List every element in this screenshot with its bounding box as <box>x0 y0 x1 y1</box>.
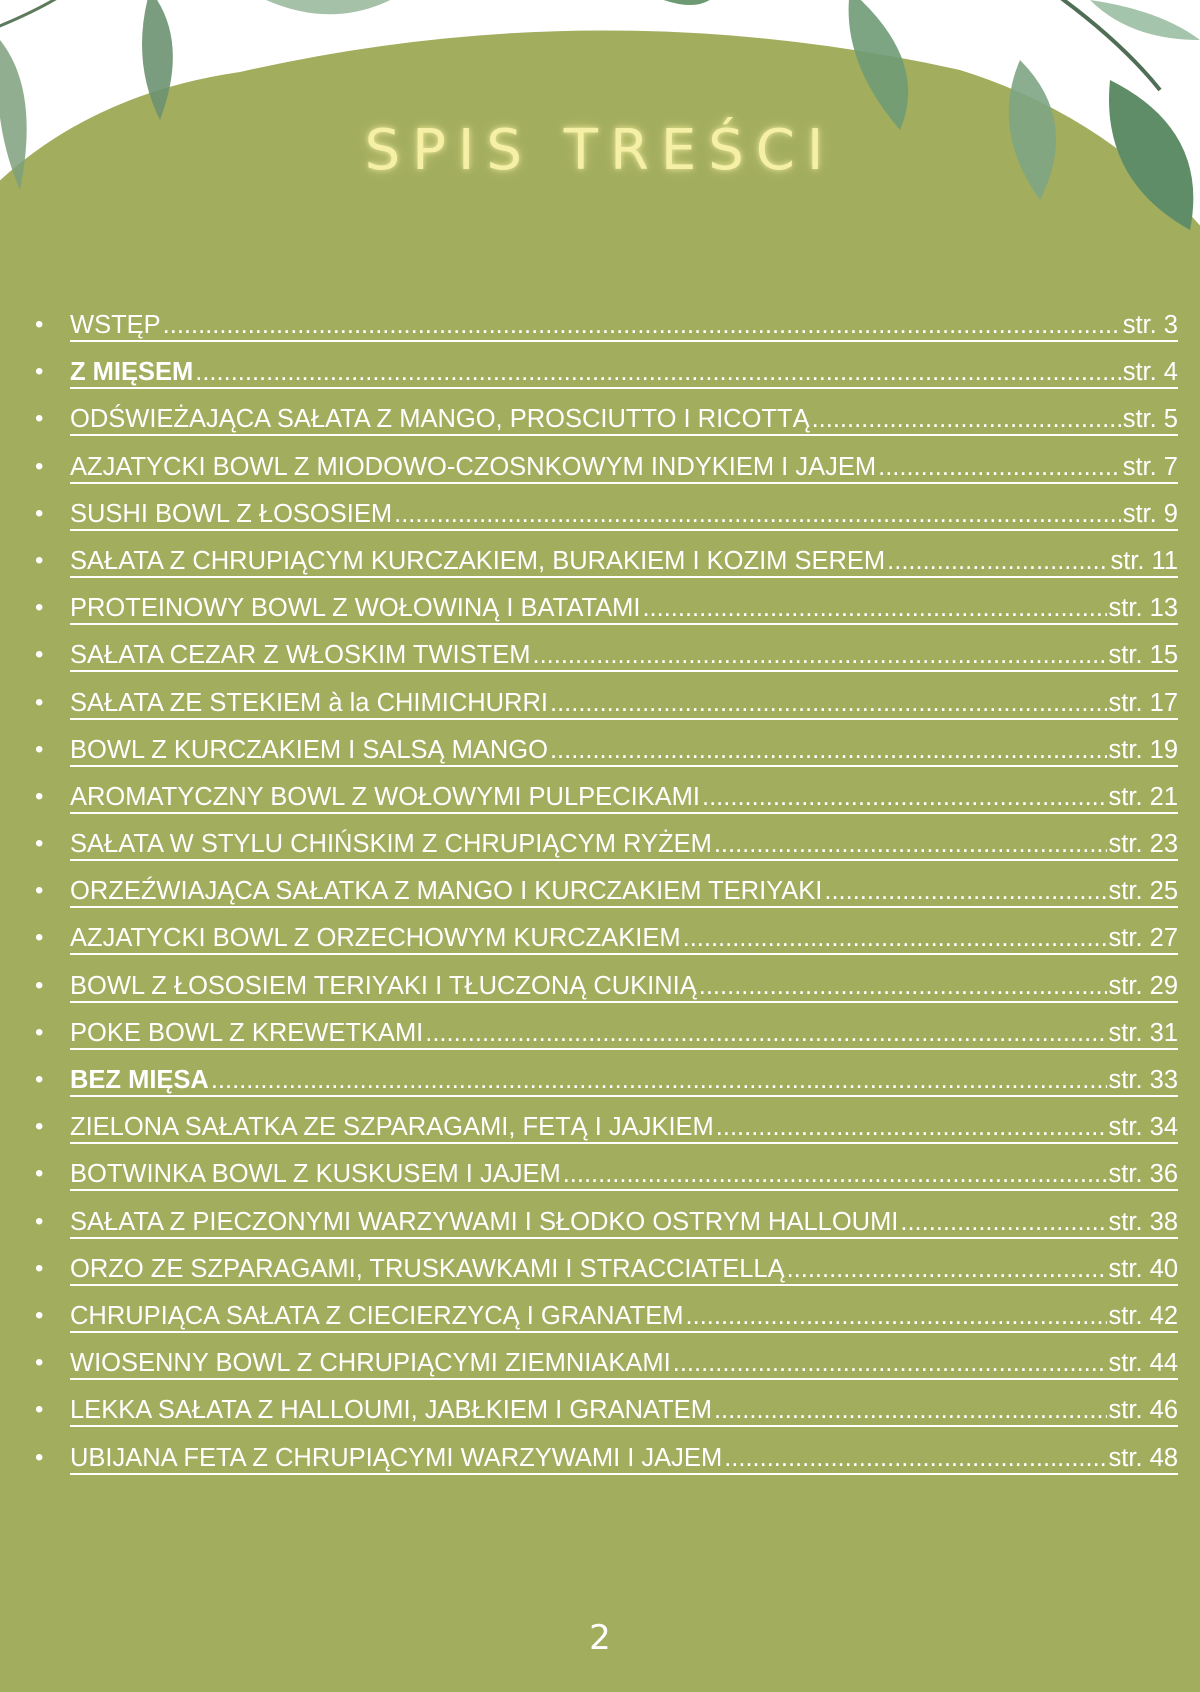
toc-entry-title: SUSHI BOWL Z ŁOSOSIEM <box>70 499 393 528</box>
toc-entry-page: str. 25 <box>1108 877 1178 906</box>
dot-leader <box>787 1254 1107 1284</box>
toc-entry-page: str. 21 <box>1108 782 1178 811</box>
dot-leader <box>812 404 1121 434</box>
toc-entry-link[interactable] <box>70 1065 1178 1097</box>
bullet-icon: • <box>35 830 44 858</box>
toc-entry-page: str. 31 <box>1108 1018 1178 1047</box>
toc-entry-title: UBIJANA FETA Z CHRUPIĄCYMI WARZYWAMI I JAJEM <box>70 1443 723 1472</box>
dot-leader <box>425 1018 1106 1048</box>
bullet-icon: • <box>35 546 44 574</box>
toc-entry <box>30 1018 1178 1065</box>
toc-entry-title: ORZO ZE SZPARAGAMI, TRUSKAWKAMI I STRACCIATELLĄ <box>70 1254 785 1283</box>
bullet-icon: • <box>35 735 44 763</box>
toc-entry-link[interactable] <box>70 829 1178 861</box>
toc-entry-page: str. 42 <box>1108 1301 1178 1330</box>
toc-entry <box>30 404 1178 451</box>
toc-entry-page: str. 36 <box>1108 1160 1178 1189</box>
toc-entry-link[interactable] <box>70 971 1178 1003</box>
toc-entry-title: SAŁATA Z PIECZONYMI WARZYWAMI I SŁODKO OSTRYM HALLOUMI <box>70 1207 899 1236</box>
toc-entry-link[interactable] <box>70 310 1178 342</box>
bullet-icon: • <box>35 1301 44 1329</box>
dot-leader <box>673 1348 1107 1378</box>
dot-leader <box>642 593 1106 623</box>
toc-entry-page: str. 33 <box>1108 1066 1178 1094</box>
toc-entry-title: CHRUPIĄCA SAŁATA Z CIECIERZYCĄ I GRANATEM <box>70 1301 684 1330</box>
toc-entry-title: ODŚWIEŻAJĄCA SAŁATA Z MANGO, PROSCIUTTO I RICOTTĄ <box>70 405 810 434</box>
bullet-icon: • <box>35 1349 44 1377</box>
toc-entry <box>30 1065 1178 1112</box>
toc-entry-title: ORZEŹWIAJĄCA SAŁATKA Z MANGO I KURCZAKIEM TERIYAKI <box>70 877 823 906</box>
toc-entry-link[interactable] <box>70 876 1178 908</box>
bullet-icon: • <box>35 641 44 669</box>
bullet-icon: • <box>35 311 44 338</box>
toc-entry <box>30 1348 1178 1395</box>
toc-entry <box>30 1443 1178 1490</box>
dot-leader <box>702 782 1107 812</box>
toc-entry-link[interactable] <box>70 593 1178 625</box>
toc-entry-title: BOWL Z ŁOSOSIEM TERIYAKI I TŁUCZONĄ CUKINIĄ <box>70 971 697 1000</box>
bullet-icon: • <box>35 1207 44 1235</box>
toc-entry <box>30 593 1178 640</box>
toc-entry-link[interactable] <box>70 1348 1178 1380</box>
dot-leader <box>900 1207 1106 1237</box>
toc-entry-page: str. 3 <box>1122 311 1178 339</box>
toc-entry-title: LEKKA SAŁATA Z HALLOUMI, JABŁKIEM I GRANATEM <box>70 1396 712 1425</box>
toc-entry-link[interactable] <box>70 1159 1178 1191</box>
bullet-icon: • <box>35 1396 44 1424</box>
toc-entry <box>30 829 1178 876</box>
dot-leader <box>686 1301 1107 1331</box>
page-title: SPIS TREŚCI <box>364 118 836 183</box>
toc-entry <box>30 310 1178 357</box>
toc-entry-page: str. 9 <box>1122 499 1178 528</box>
dot-leader <box>163 310 1121 340</box>
toc-entry-title: AZJATYCKI BOWL Z MIODOWO-CZOSNKOWYM INDYKIEM I JAJEM <box>70 452 877 481</box>
bullet-icon: • <box>35 924 44 952</box>
toc-entry <box>30 357 1178 404</box>
toc-entry-page: str. 40 <box>1108 1254 1178 1283</box>
toc-entry <box>30 1254 1178 1301</box>
toc-entry <box>30 1395 1178 1442</box>
bullet-icon: • <box>35 499 44 527</box>
toc-entry <box>30 1207 1178 1254</box>
toc-entry-page: str. 34 <box>1108 1113 1178 1142</box>
dot-leader <box>714 1395 1107 1425</box>
toc-entry-link[interactable] <box>70 1395 1178 1427</box>
toc-entry-page: str. 38 <box>1108 1207 1178 1236</box>
toc-entry-link[interactable] <box>70 688 1178 720</box>
toc-entry <box>30 876 1178 923</box>
bullet-icon: • <box>35 1160 44 1188</box>
toc-entry-title: BOWL Z KURCZAKIEM I SALSĄ MANGO <box>70 735 548 764</box>
table-of-contents <box>30 310 1178 1490</box>
dot-leader <box>550 688 1107 718</box>
toc-entry-title: Z MIĘSEM <box>70 358 194 387</box>
toc-entry-link[interactable] <box>70 499 1178 531</box>
bullet-icon: • <box>35 1066 44 1093</box>
bullet-icon: • <box>35 782 44 810</box>
bullet-icon: • <box>35 688 44 716</box>
bullet-icon: • <box>35 452 44 480</box>
dot-leader <box>532 640 1106 670</box>
toc-entry-page: str. 17 <box>1108 688 1178 717</box>
bullet-icon: • <box>35 594 44 622</box>
toc-entry <box>30 499 1178 546</box>
dot-leader <box>887 546 1108 576</box>
toc-entry-link[interactable] <box>70 452 1178 484</box>
toc-entry <box>30 1112 1178 1159</box>
toc-entry-title: SAŁATA CEZAR Z WŁOSKIM TWISTEM <box>70 641 531 670</box>
dot-leader <box>683 923 1107 953</box>
dot-leader <box>211 1065 1107 1095</box>
dot-leader <box>699 971 1107 1001</box>
toc-entry-link[interactable] <box>70 357 1178 389</box>
toc-entry-link[interactable] <box>70 923 1178 955</box>
dot-leader <box>563 1159 1107 1189</box>
dot-leader <box>716 1112 1107 1142</box>
bullet-icon: • <box>35 1254 44 1282</box>
page-number: 2 <box>589 1618 611 1658</box>
toc-entry-page: str. 5 <box>1122 405 1178 434</box>
toc-entry-page: str. 27 <box>1108 924 1178 953</box>
toc-entry <box>30 923 1178 970</box>
toc-entry-title: SAŁATA Z CHRUPIĄCYM KURCZAKIEM, BURAKIEM I KOZIM SEREM <box>70 546 886 575</box>
toc-entry-page: str. 46 <box>1108 1396 1178 1425</box>
toc-entry-link[interactable] <box>70 1018 1178 1050</box>
toc-entry-title: BOTWINKA BOWL Z KUSKUSEM I JAJEM <box>70 1160 561 1189</box>
toc-entry-page: str. 7 <box>1122 452 1178 481</box>
bullet-icon: • <box>35 405 44 433</box>
toc-entry-link[interactable] <box>70 1254 1178 1286</box>
toc-entry-title: AROMATYCZNY BOWL Z WOŁOWYMI PULPECIKAMI <box>70 782 701 811</box>
dot-leader <box>724 1443 1106 1473</box>
toc-entry-title: PROTEINOWY BOWL Z WOŁOWINĄ I BATATAMI <box>70 594 641 623</box>
toc-entry-link[interactable] <box>70 1207 1178 1239</box>
toc-entry <box>30 782 1178 829</box>
toc-entry-title: ZIELONA SAŁATKA ZE SZPARAGAMI, FETĄ I JAJKIEM <box>70 1113 714 1142</box>
toc-entry-title: WSTĘP <box>70 311 161 339</box>
toc-entry-page: str. 19 <box>1108 735 1178 764</box>
bullet-icon: • <box>35 358 44 386</box>
toc-entry <box>30 735 1178 782</box>
dot-leader <box>824 876 1106 906</box>
toc-entry-title: SAŁATA W STYLU CHIŃSKIM Z CHRUPIĄCYM RYŻEM <box>70 830 712 859</box>
bullet-icon: • <box>35 1443 44 1471</box>
dot-leader <box>714 829 1107 859</box>
toc-entry-link[interactable] <box>70 1301 1178 1333</box>
toc-entry-link[interactable] <box>70 640 1178 672</box>
toc-entry <box>30 688 1178 735</box>
toc-entry <box>30 640 1178 687</box>
bullet-icon: • <box>35 1018 44 1046</box>
toc-entry-link[interactable] <box>70 546 1178 578</box>
toc-entry-title: POKE BOWL Z KREWETKAMI <box>70 1018 424 1047</box>
toc-entry-link[interactable] <box>70 1112 1178 1144</box>
toc-entry-title: AZJATYCKI BOWL Z ORZECHOWYM KURCZAKIEM <box>70 924 681 953</box>
toc-entry-title: SAŁATA ZE STEKIEM à la CHIMICHURRI <box>70 688 548 717</box>
toc-entry-page: str. 13 <box>1108 594 1178 623</box>
toc-entry-page: str. 48 <box>1108 1443 1178 1472</box>
bullet-icon: • <box>35 971 44 999</box>
dot-leader <box>394 499 1121 529</box>
toc-entry-page: str. 15 <box>1108 641 1178 670</box>
toc-entry <box>30 1159 1178 1206</box>
dot-leader <box>878 452 1121 482</box>
toc-entry-title: BEZ MIĘSA <box>70 1066 209 1094</box>
toc-entry-link[interactable] <box>70 735 1178 767</box>
toc-entry-title: WIOSENNY BOWL Z CHRUPIĄCYMI ZIEMNIAKAMI <box>70 1349 671 1378</box>
bullet-icon: • <box>35 1113 44 1141</box>
toc-entry-link[interactable] <box>70 782 1178 814</box>
toc-entry <box>30 1301 1178 1348</box>
toc-entry-link[interactable] <box>70 1443 1178 1475</box>
toc-entry-page: str. 4 <box>1122 358 1178 387</box>
toc-entry-page: str. 11 <box>1110 546 1178 575</box>
toc-entry <box>30 971 1178 1018</box>
toc-entry-link[interactable] <box>70 404 1178 436</box>
dot-leader <box>550 735 1107 765</box>
toc-entry <box>30 546 1178 593</box>
toc-entry-page: str. 23 <box>1108 830 1178 859</box>
toc-entry-page: str. 29 <box>1108 971 1178 1000</box>
toc-entry <box>30 452 1178 499</box>
dot-leader <box>195 357 1120 387</box>
toc-entry-page: str. 44 <box>1108 1349 1178 1378</box>
bullet-icon: • <box>35 877 44 905</box>
